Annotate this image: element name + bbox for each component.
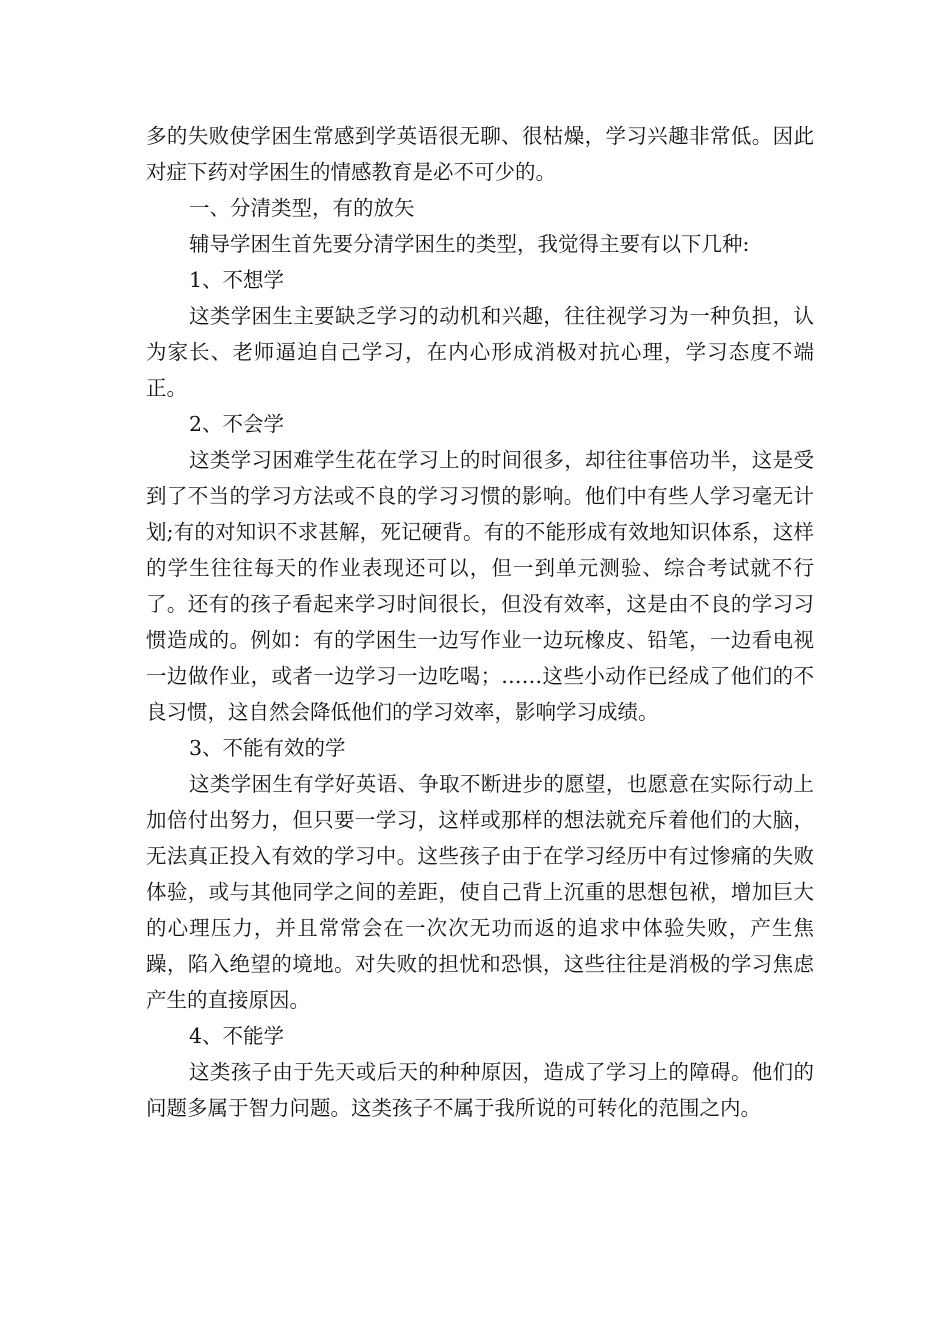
subheading-type-4: 4、不能学 xyxy=(189,1024,285,1048)
section-heading-classify-types: 一、分清类型，有的放矢 xyxy=(189,196,415,220)
paragraph-intro-continuation: 多的失败使学困生常感到学英语很无聊、很枯燥，学习兴趣非常低。因此对症下药对学困生的情感教育是必不可少的。 xyxy=(146,124,814,184)
subheading-type-3: 3、不能有效的学 xyxy=(189,736,346,760)
paragraph-type-2: 这类学习困难学生花在学习上的时间很多，却往往事倍功半，这是受到了不当的学习方法或不良的学习习惯的影响。他们中有些人学习毫无计划;有的对知识不求甚解，死记硬背。有的不能形成有效地知识体系，这样的学生往往每天的作业表现还可以，但一到单元测验、综合考试就不行了。还有的孩子看起来学习时间很长，但没有效率，这是由不良的学习习惯造成的。例如：有的学困生一边写作业一边玩橡皮、铅笔，一边看电视一边做作业，或者一边学习一边吃喝；……这些小动作已经成了他们的不良习惯，这自然会降低他们的学习效率，影响学习成绩。 xyxy=(146,448,814,724)
paragraph-types-intro: 辅导学困生首先要分清学困生的类型，我觉得主要有以下几种: xyxy=(189,232,750,256)
paragraph-type-3: 这类学困生有学好英语、争取不断进步的愿望，也愿意在实际行动上加倍付出努力，但只要一学习，这样或那样的想法就充斥着他们的大脑，无法真正投入有效的学习中。这些孩子由于在学习经历中有过惨痛的失败体验，或与其他同学之间的差距，使自己背上沉重的思想包袱，增加巨大的心理压力，并且常常会在一次次无功而返的追求中体验失败，产生焦躁，陷入绝望的境地。对失败的担忧和恐惧，这些往往是消极的学习焦虑产生的直接原因。 xyxy=(146,772,814,1012)
subheading-type-2: 2、不会学 xyxy=(189,412,285,436)
paragraph-type-4: 这类孩子由于先天或后天的种种原因，造成了学习上的障碍。他们的问题多属于智力问题。这类孩子不属于我所说的可转化的范围之内。 xyxy=(146,1060,814,1120)
subheading-type-1: 1、不想学 xyxy=(189,268,285,292)
document-body xyxy=(146,118,814,1126)
paragraph-type-1: 这类学困生主要缺乏学习的动机和兴趣，往往视学习为一种负担，认为家长、老师逼迫自己学习，在内心形成消极对抗心理，学习态度不端正。 xyxy=(146,304,814,400)
